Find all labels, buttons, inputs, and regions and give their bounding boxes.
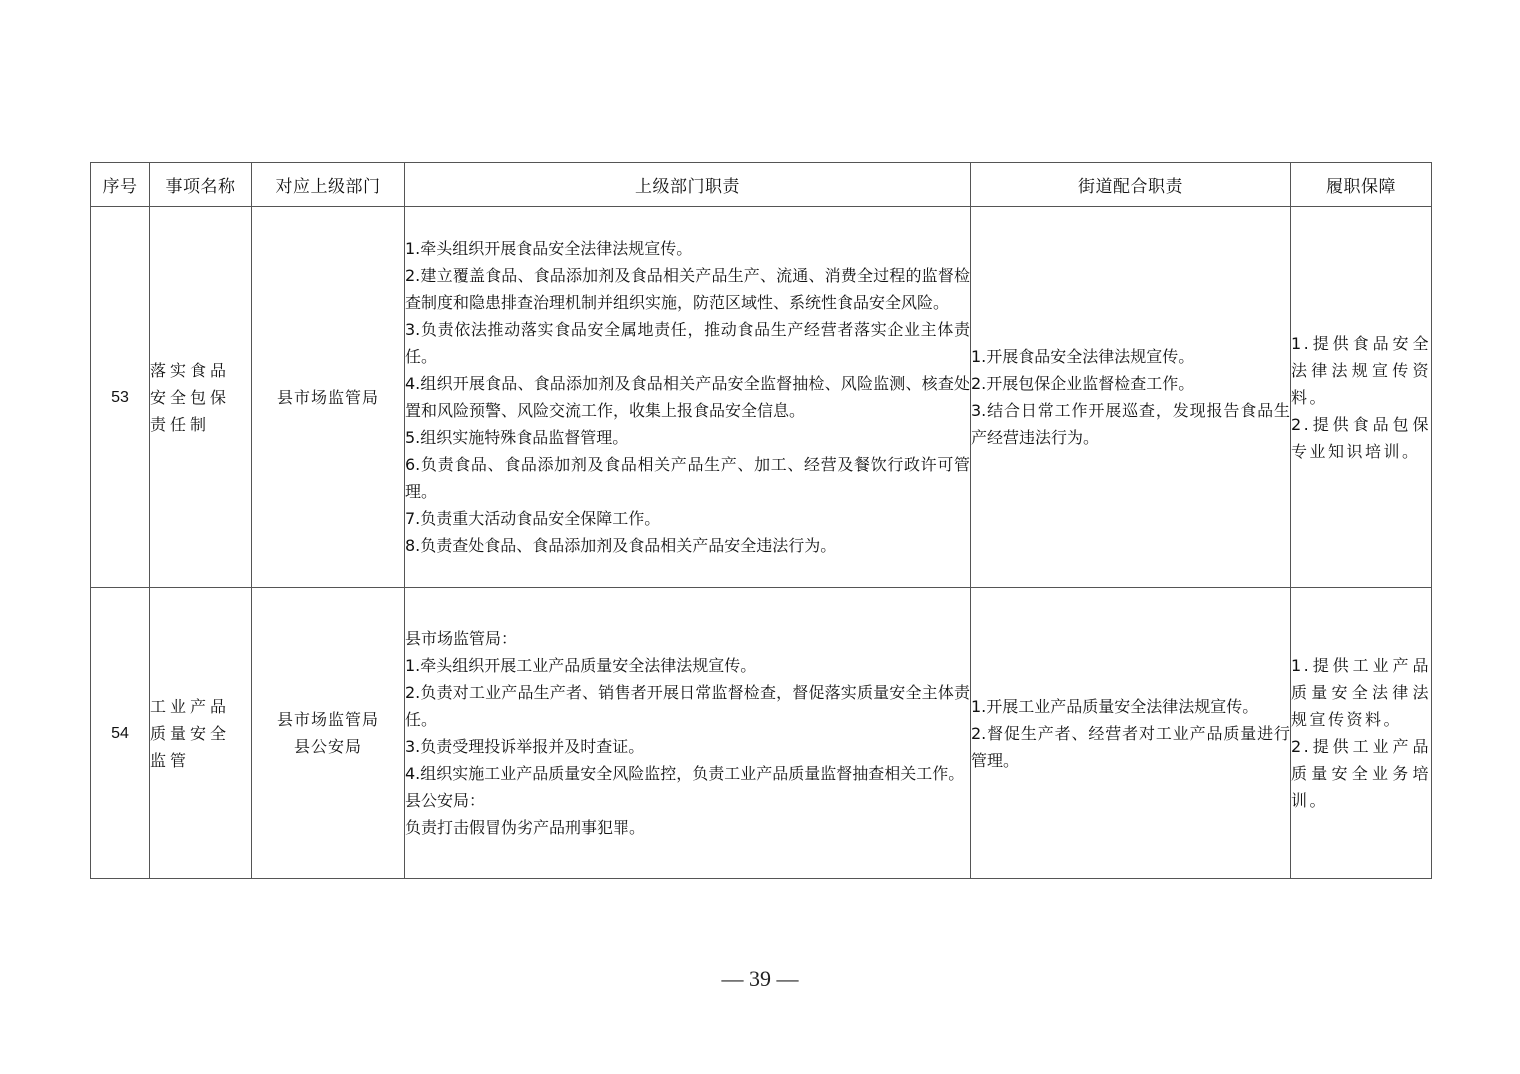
- row-number: 53: [91, 207, 150, 588]
- guarantee-item: 2.提供工业产品质量安全业务培训。: [1291, 737, 1431, 810]
- street-duties: [971, 207, 1291, 588]
- guarantee: [1291, 207, 1432, 588]
- row-number: 54: [91, 588, 150, 879]
- page-number: — 39 —: [721, 966, 799, 991]
- duty-item: 县市场监管局：: [405, 629, 518, 648]
- duty-item: 2.建立覆盖食品、食品添加剂及食品相关产品生产、流通、消费全过程的监督检查制度和隐患排查治理机制并组织实施，防范区域性、系统性食品安全风险。: [405, 266, 970, 312]
- header-upper-duties: 上级部门职责: [405, 163, 971, 207]
- upper-duties: [405, 588, 971, 879]
- item-name-line: 质量安全: [150, 723, 231, 743]
- duty-item: 7.负责重大活动食品安全保障工作。: [405, 509, 661, 528]
- header-name: 事项名称: [150, 163, 252, 207]
- item-name-line: 落实食品: [150, 360, 231, 380]
- header-dept: 对应上级部门: [252, 163, 405, 207]
- street-duty-item: 3.结合日常工作开展巡查，发现报告食品生产经营违法行为。: [971, 401, 1290, 447]
- duty-table: [90, 162, 1432, 879]
- street-duty-item: 2.开展包保企业监督检查工作。: [971, 374, 1195, 393]
- street-duty-item: 1.开展食品安全法律法规宣传。: [971, 347, 1195, 366]
- item-name: [150, 207, 252, 588]
- street-duty-item: 1.开展工业产品质量安全法律法规宣传。: [971, 696, 1259, 716]
- header-no: 序号: [91, 163, 150, 207]
- dept-name: 县市场监管局: [276, 387, 379, 407]
- table-row: [91, 588, 1432, 879]
- header-street-duties: 街道配合职责: [971, 163, 1291, 207]
- street-duties: [971, 588, 1291, 879]
- dept-name: 县公安局: [293, 737, 362, 756]
- guarantee-item: 1.提供食品安全法律法规宣传资料。: [1291, 333, 1431, 407]
- table-header-row: [91, 163, 1432, 207]
- upper-dept: [252, 207, 405, 588]
- duty-item: 8.负责查处食品、食品添加剂及食品相关产品安全违法行为。: [405, 536, 837, 555]
- guarantee-item: 2.提供食品包保专业知识培训。: [1291, 414, 1431, 461]
- duty-item: 1.牵头组织开展食品安全法律法规宣传。: [405, 239, 693, 258]
- duty-item: 负责打击假冒伪劣产品刑事犯罪。: [405, 818, 646, 837]
- table-row: [91, 207, 1432, 588]
- guarantee: [1291, 588, 1432, 879]
- item-name-line: 安全包保: [150, 387, 231, 407]
- item-name-line: 监管: [150, 750, 191, 770]
- duty-item: 4.组织实施工业产品质量安全风险监控，负责工业产品质量监督抽查相关工作。: [405, 764, 965, 783]
- item-name-line: 工业产品: [150, 696, 231, 716]
- street-duty-item: 2.督促生产者、经营者对工业产品质量进行管理。: [971, 723, 1290, 770]
- item-name: [150, 588, 252, 879]
- duty-item: 县公安局：: [405, 791, 486, 810]
- item-name-line: 责任制: [150, 414, 211, 434]
- duty-item: 2.负责对工业产品生产者、销售者开展日常监督检查，督促落实质量安全主体责任。: [405, 683, 970, 729]
- duty-item: 3.负责依法推动落实食品安全属地责任，推动食品生产经营者落实企业主体责任。: [405, 320, 970, 366]
- guarantee-item: 1.提供工业产品质量安全法律法规宣传资料。: [1291, 656, 1431, 729]
- dept-name: 县市场监管局: [276, 710, 379, 729]
- upper-dept: [252, 588, 405, 879]
- duty-item: 5.组织实施特殊食品监督管理。: [405, 428, 629, 447]
- duty-item: 3.负责受理投诉举报并及时查证。: [405, 737, 645, 756]
- duty-item: 6.负责食品、食品添加剂及食品相关产品生产、加工、经营及餐饮行政许可管理。: [405, 455, 970, 501]
- duty-item: 4.组织开展食品、食品添加剂及食品相关产品安全监督抽检、风险监测、核查处置和风险预警、风险交流工作，收集上报食品安全信息。: [405, 374, 970, 420]
- header-guarantee: 履职保障: [1291, 163, 1432, 207]
- duty-item: 1.牵头组织开展工业产品质量安全法律法规宣传。: [405, 656, 757, 675]
- upper-duties: [405, 207, 971, 588]
